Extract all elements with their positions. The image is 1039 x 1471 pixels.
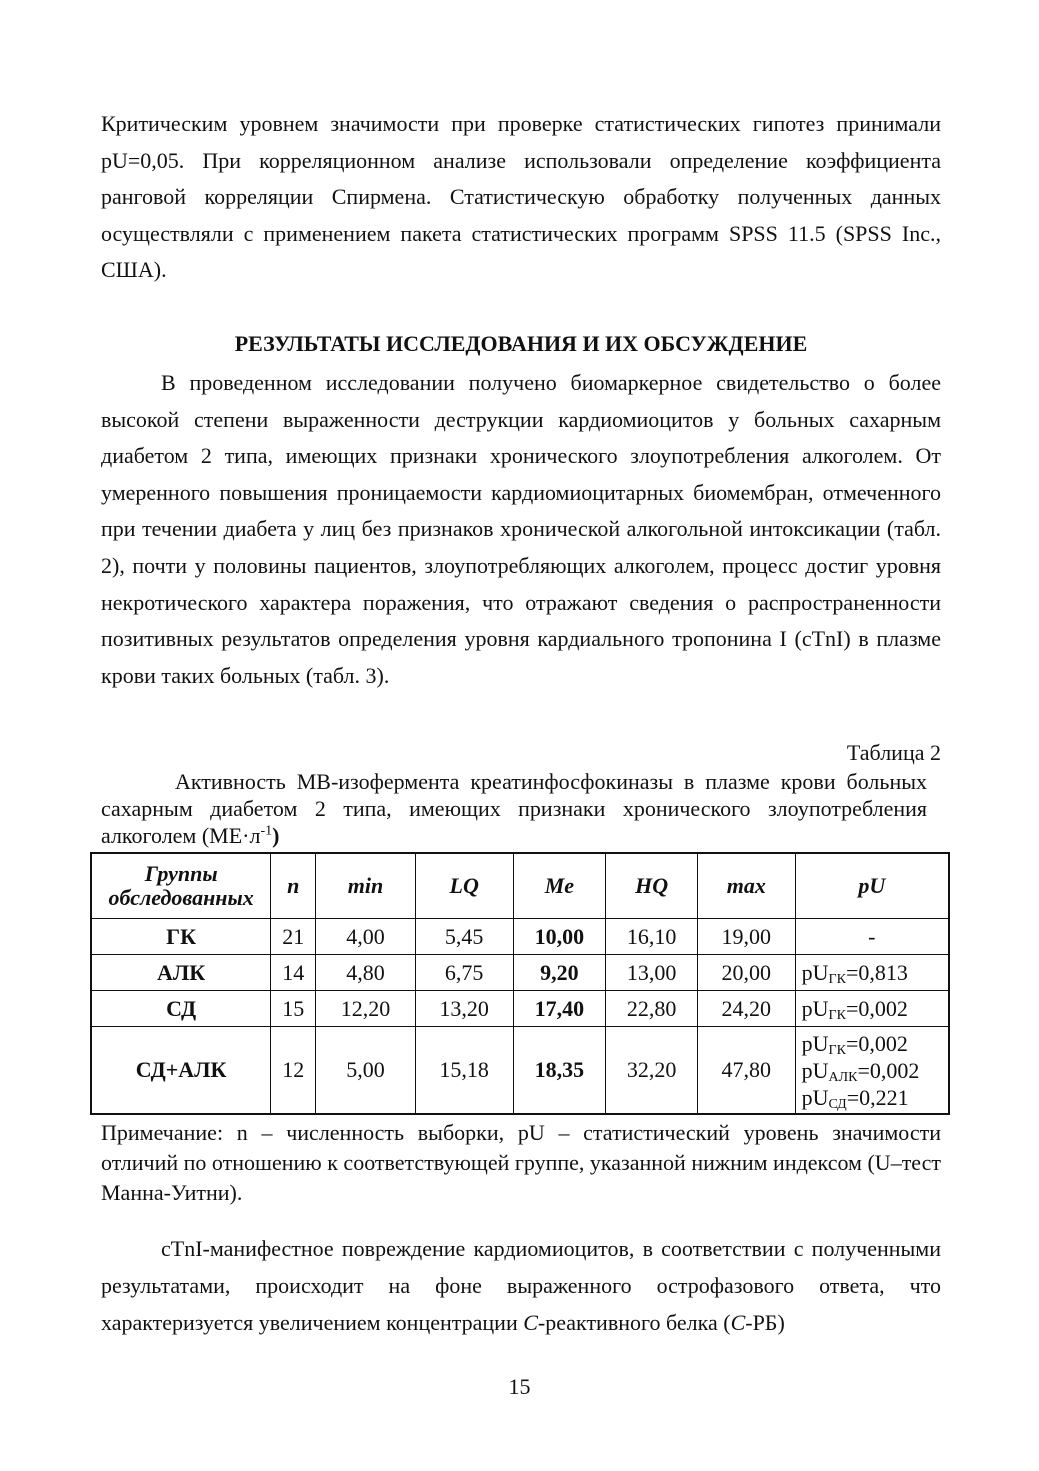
cell-lq: 6,75 [415, 955, 513, 991]
table-row [91, 919, 949, 955]
paragraph-methods: Критическим уровнем значимости при проверке статистических гипотез принимали pU=0,05. При корреляционном анализе использовали определение коэффициента ранговой корреляции Спирмена. Статистическую обработку полученных данных осуществляли с применением пакета статистических программ SPSS 11.5 (SPSS Inc., США). [101, 111, 941, 282]
cell-me: 17,40 [513, 991, 606, 1027]
pu-prefix: pU [801, 995, 829, 1021]
section-heading: РЕЗУЛЬТАТЫ ИССЛЕДОВАНИЯ И ИХ ОБСУЖДЕНИЕ [234, 331, 808, 356]
cell-max: 19,00 [697, 919, 795, 955]
cell-n: 14 [271, 955, 316, 991]
header-lq: LQ [415, 853, 513, 919]
table-row [91, 991, 949, 1027]
cell-min: 4,80 [316, 955, 416, 991]
cell-me: 10,00 [513, 919, 606, 955]
header-hq: HQ [606, 853, 698, 919]
pu-subscript: ГК [828, 1042, 846, 1058]
pu-prefix: pU [801, 1084, 829, 1110]
discussion-text-part2: -реактивного белка ( [537, 1310, 731, 1335]
cell-n: 12 [271, 1027, 316, 1115]
cell-hq: 13,00 [606, 955, 698, 991]
header-group-line1: Группы [144, 861, 218, 886]
pu-prefix: pU [801, 959, 829, 985]
header-n: n [271, 853, 316, 919]
cell-n: 15 [271, 991, 316, 1027]
cell-lq: 13,20 [415, 991, 513, 1027]
cell-max: 47,80 [697, 1027, 795, 1115]
cell-min: 12,20 [316, 991, 416, 1027]
table-row [91, 1027, 949, 1115]
header-group-line2: обследованных [108, 885, 254, 910]
cell-hq: 16,10 [606, 919, 698, 955]
table-caption-superscript: -1 [260, 823, 273, 839]
cell-hq: 22,80 [606, 991, 698, 1027]
cell-n: 21 [271, 919, 316, 955]
page-number: 15 [508, 1374, 531, 1399]
pu-line [802, 1057, 944, 1084]
header-me: Me [513, 853, 606, 919]
cell-min: 4,00 [316, 919, 416, 955]
cell-hq: 32,20 [606, 1027, 698, 1115]
table-row [91, 955, 949, 991]
cell-group: ГК [91, 919, 271, 955]
pu-line [802, 1030, 944, 1057]
table-label: Таблица 2 [846, 740, 941, 765]
paragraph-discussion [101, 1230, 941, 1341]
header-max: max [697, 853, 795, 919]
cell-max: 24,20 [697, 991, 795, 1027]
cell-min: 5,00 [316, 1027, 416, 1115]
pu-value: =0,002 [845, 995, 908, 1021]
discussion-text-part3: -РБ) [745, 1310, 785, 1335]
header-group [91, 853, 271, 919]
pu-prefix: pU [801, 1057, 829, 1083]
cell-group: СД [91, 991, 271, 1027]
cell-me: 9,20 [513, 955, 606, 991]
pu-value: =0,002 [857, 1057, 920, 1083]
table-caption [101, 768, 927, 849]
data-table [90, 852, 950, 1115]
header-pu: pU [795, 853, 949, 919]
cell-group: АЛК [91, 955, 271, 991]
pu-value: =0,002 [845, 1030, 908, 1056]
cell-pu [795, 955, 949, 991]
cell-me: 18,35 [513, 1027, 606, 1115]
paragraph-results: В проведенном исследовании получено биомаркерное свидетельство о более высокой степени выраженности деструкции кардиомиоцитов у больных сахарным диабетом 2 типа, имеющих признаки хронического злоупотребления алкоголем. От умеренного повышения проницаемости кардиомиоцитарных биомембран, отмеченного при течении диабета у лиц без признаков хронической алкогольной интоксикации (табл. 2), почти у половины пациентов, злоупотребляющих алкоголем, процесс достиг уровня некротического характера поражения, что отражают сведения о распространенности позитивных результатов определения уровня кардиального тропонина I (cTnI) в плазме крови таких больных (табл. 3). [101, 370, 941, 688]
cell-pu [795, 1027, 949, 1115]
table-header-row [91, 853, 949, 919]
header-min: min [316, 853, 416, 919]
cell-lq: 5,45 [415, 919, 513, 955]
discussion-italic-c1: С [523, 1310, 538, 1335]
table-note: Примечание: n – численность выборки, pU – статистический уровень значимости отличий по отношению к соответствующей группе, указанной нижним индексом (U–тест Манна-Уитни). [101, 1120, 941, 1205]
discussion-text-part1: cTnI-манифестное повреждение кардиомиоцитов, в соответствии с полученными результатами, происходит на фоне выраженного острофазового ответа, что характеризуется увеличением концентрации [101, 1236, 941, 1335]
cell-lq: 15,18 [415, 1027, 513, 1115]
pu-subscript: АЛК [828, 1069, 858, 1085]
cell-pu: - [795, 919, 949, 955]
pu-subscript: ГК [828, 971, 846, 987]
pu-value: =0,813 [845, 959, 908, 985]
table-caption-text: Активность МВ-изофермента креатинфосфокиназы в плазме крови больных сахарным диабетом 2 типа, имеющих признаки хронического злоупотребления алкоголем (МЕ·л [101, 769, 927, 848]
cell-pu [795, 991, 949, 1027]
table-caption-close: ) [272, 823, 280, 848]
discussion-italic-c2: С [730, 1310, 746, 1335]
pu-prefix: pU [801, 1030, 829, 1056]
pu-value: =0,221 [846, 1084, 909, 1110]
pu-line [802, 1084, 944, 1111]
cell-max: 20,00 [697, 955, 795, 991]
cell-group: СД+АЛК [91, 1027, 271, 1115]
pu-subscript: СД [828, 1096, 847, 1112]
pu-subscript: ГК [828, 1007, 846, 1023]
